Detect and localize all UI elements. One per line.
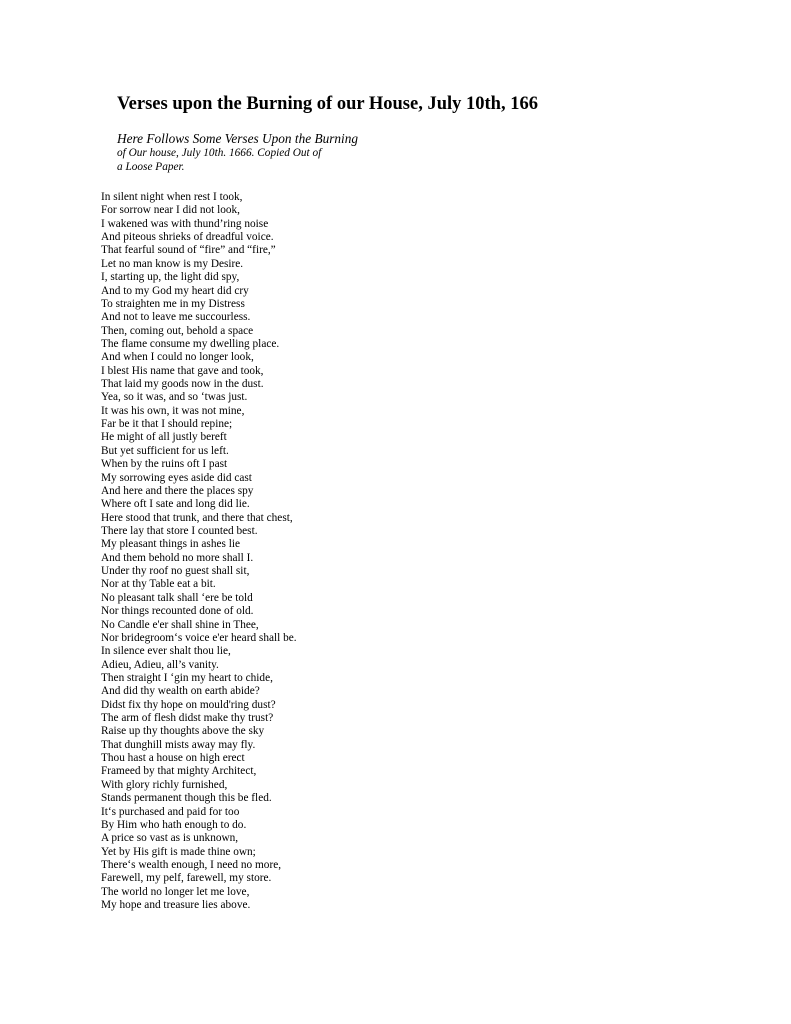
poem-line: When by the ruins oft I past — [101, 458, 228, 471]
poem-line: My sorrowing eyes aside did cast — [101, 471, 252, 484]
poem-line: Under thy roof no guest shall sit, — [101, 565, 250, 578]
poem-line: By Him who hath enough to do. — [101, 818, 247, 831]
poem-line: Adieu, Adieu, all’s vanity. — [101, 658, 219, 671]
poem-line: Stands permanent though this be fled. — [101, 792, 272, 805]
poem-line: Then straight I ‘gin my heart to chide, — [101, 671, 273, 684]
poem-line: My pleasant things in ashes lie — [101, 538, 240, 551]
poem-line: The arm of flesh didst make thy trust? — [101, 712, 274, 725]
poem-line: That dunghill mists away may fly. — [101, 738, 256, 751]
poem-line: It‘s purchased and paid for too — [101, 805, 240, 818]
poem-line: There‘s wealth enough, I need no more, — [101, 858, 282, 871]
page-title: Verses upon the Burning of our House, July 10th, 166 — [117, 94, 538, 114]
poem-line: I blest His name that gave and took, — [101, 364, 264, 377]
poem-line: Nor bridegroom‘s voice e'er heard shall be. — [101, 631, 297, 644]
poem-line: My hope and treasure lies above. — [101, 899, 251, 912]
poem-line: It was his own, it was not mine, — [101, 404, 245, 417]
poem-line: And piteous shrieks of dreadful voice. — [101, 231, 274, 244]
poem-line: That fearful sound of “fire” and “fire,” — [101, 244, 276, 257]
poem-line: No pleasant talk shall ‘ere be told — [101, 591, 253, 604]
poem-line: There lay that store I counted best. — [101, 524, 258, 537]
poem-line: And when I could no longer look, — [101, 351, 254, 364]
poem-line: Where oft I sate and long did lie. — [101, 498, 250, 511]
poem-line: The flame consume my dwelling place. — [101, 337, 280, 350]
poem-line: That laid my goods now in the dust. — [101, 378, 264, 391]
poem-line: A price so vast as is unknown, — [101, 832, 239, 845]
poem-line: Let no man know is my Desire. — [101, 257, 244, 270]
subtitle-line: Here Follows Some Verses Upon the Burning — [117, 131, 359, 146]
poem-line: Far be it that I should repine; — [101, 418, 233, 431]
poem-line: No Candle e'er shall shine in Thee, — [101, 618, 259, 631]
poem-line: And not to leave me succourless. — [101, 311, 251, 324]
poem-line: Then, coming out, behold a space — [101, 324, 254, 337]
poem-line: Didst fix thy hope on mould'ring dust? — [101, 698, 276, 711]
poem-line: Here stood that trunk, and there that chest, — [101, 511, 293, 524]
poem-line: And here and there the places spy — [101, 484, 254, 497]
poem-line: With glory richly furnished, — [101, 778, 228, 791]
poem-line: Yea, so it was, and so ‘twas just. — [101, 391, 248, 404]
poem-line: He might of all justly bereft — [101, 431, 227, 444]
poem-line: Frameed by that mighty Architect, — [101, 765, 257, 778]
poem-line: Farewell, my pelf, farewell, my store. — [101, 872, 272, 885]
subtitle-line: a Loose Paper. — [117, 161, 185, 173]
poem-line: For sorrow near I did not look, — [101, 204, 240, 217]
poem-line: But yet sufficient for us left. — [101, 444, 229, 457]
poem-line: Nor at thy Table eat a bit. — [101, 578, 216, 591]
poem-line: And to my God my heart did cry — [101, 284, 249, 297]
poem-line: I, starting up, the light did spy, — [101, 271, 240, 284]
poem-line: Nor things recounted done of old. — [101, 605, 254, 618]
poem-line: And did thy wealth on earth abide? — [101, 685, 260, 698]
poem-line: In silence ever shalt thou lie, — [101, 645, 231, 658]
poem-line: Thou hast a house on high erect — [101, 752, 245, 765]
poem-line: And them behold no more shall I. — [101, 551, 254, 564]
poem-body — [101, 191, 297, 912]
subtitle — [117, 131, 358, 174]
poem-line: Raise up thy thoughts above the sky — [101, 725, 265, 738]
poem-line: I wakened was with thund’ring noise — [101, 217, 269, 230]
subtitle-line: of Our house, July 10th. 1666. Copied Out of — [117, 147, 322, 159]
poem-line: To straighten me in my Distress — [101, 297, 245, 310]
poem-line: In silent night when rest I took, — [101, 191, 243, 203]
poem-line: The world no longer let me love, — [101, 885, 250, 898]
poem-line: Yet by His gift is made thine own; — [101, 845, 256, 858]
